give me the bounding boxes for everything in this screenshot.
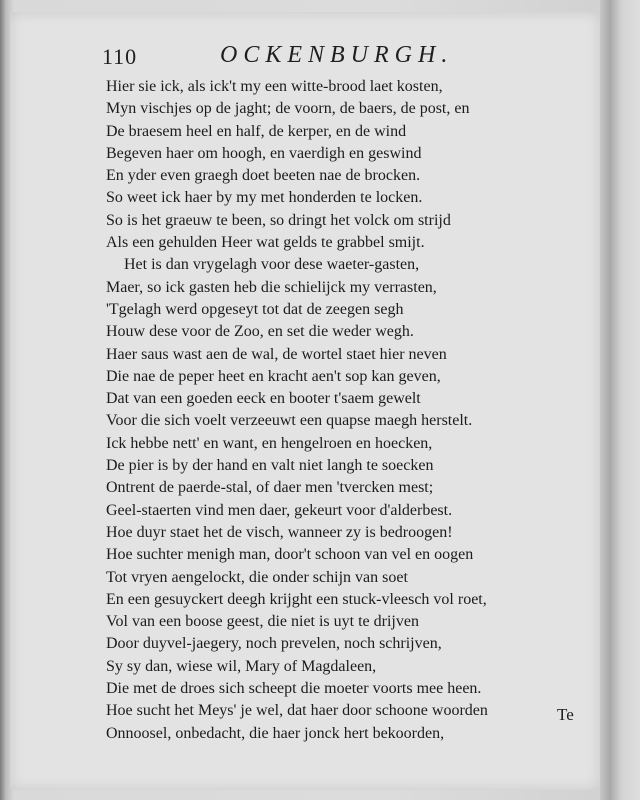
poem-line: En een gesuyckert deegh krijght een stuck-vleesch vol roet, (106, 590, 487, 608)
poem-line: Vol van een boose geest, die niet is uyt te drijven (106, 613, 419, 631)
poem-line: Onnoosel, onbedacht, die haer jonck hert bekoorden, (106, 724, 445, 742)
poem-line: Als een gehulden Heer wat gelds te grabbel smijt. (106, 234, 425, 252)
poem-line: Hoe sucht het Meys' je wel, dat haer door schoone woorden (106, 702, 488, 720)
bleed-through-text (602, 60, 640, 740)
poem-text (106, 76, 586, 745)
poem-line: Houw dese voor de Zoo, en set die weder wegh. (106, 323, 414, 341)
poem-line: Door duyvel-jaegery, noch prevelen, noch schrijven, (106, 635, 442, 653)
page-header (102, 38, 582, 72)
poem-line: So weet ick haer by my met honderden te locken. (106, 189, 423, 207)
poem-line: Maer, so ick gasten heb die schielijck my verrasten, (106, 278, 437, 296)
poem-line: 'Tgelagh werd opgeseyt tot dat de zeegen segh (106, 300, 404, 318)
page-number: 110 (102, 44, 138, 69)
poem-line: Tot vryen aengelockt, die onder schijn van soet (106, 568, 408, 586)
poem-line: Voor die sich voelt verzeeuwt een quapse maegh herstelt. (106, 412, 473, 430)
poem-line: Hier sie ick, als ick't my een witte-brood laet kosten, (106, 78, 443, 95)
poem-line: Myn vischjes op de jaght; de voorn, de baers, de post, en (106, 100, 470, 118)
poem-line: Het is dan vrygelagh voor dese waeter-gasten, (124, 256, 420, 274)
poem-line: Hoe suchter menigh man, door't schoon van vel en oogen (106, 546, 474, 564)
poem-line: So is het graeuw te been, so dringt het volck om strijd (106, 211, 451, 229)
poem-line: Haer saus wast aen de wal, de wortel staet hier neven (106, 345, 447, 363)
poem-line: De pier is by der hand en valt niet langh te soecken (106, 457, 434, 475)
poem-line: Begeven haer om hoogh, en vaerdigh en geswind (106, 144, 422, 162)
poem-line: Ick hebbe nett' en want, en hengelroen en hoecken, (106, 434, 433, 452)
poem-line: De braesem heel en half, de kerper, en de wind (106, 122, 407, 140)
poem-line: Hoe duyr staet het de visch, wanneer zy is bedroogen! (106, 523, 453, 541)
poem-line: Die nae de peper heet en kracht aen't sop kan geven, (106, 367, 441, 385)
poem-line: En yder even graegh doet beeten nae de brocken. (106, 167, 421, 185)
running-head: OCKENBURGH. (220, 42, 454, 68)
poem-line: Ontrent de paerde-stal, of daer men 'tvercken mest; (106, 479, 434, 497)
catchword: Te (557, 705, 574, 724)
poem-line: Sy sy dan, wiese wil, Mary of Magdaleen, (106, 657, 377, 675)
poem-line: Geel-staerten vind men daer, gekeurt voor d'alderbest. (106, 501, 453, 519)
poem-line: Die met de droes sich scheept die moeter voorts mee heen. (106, 680, 482, 698)
poem-line: Dat van een goeden eeck en booter t'saem gewelt (106, 390, 421, 408)
